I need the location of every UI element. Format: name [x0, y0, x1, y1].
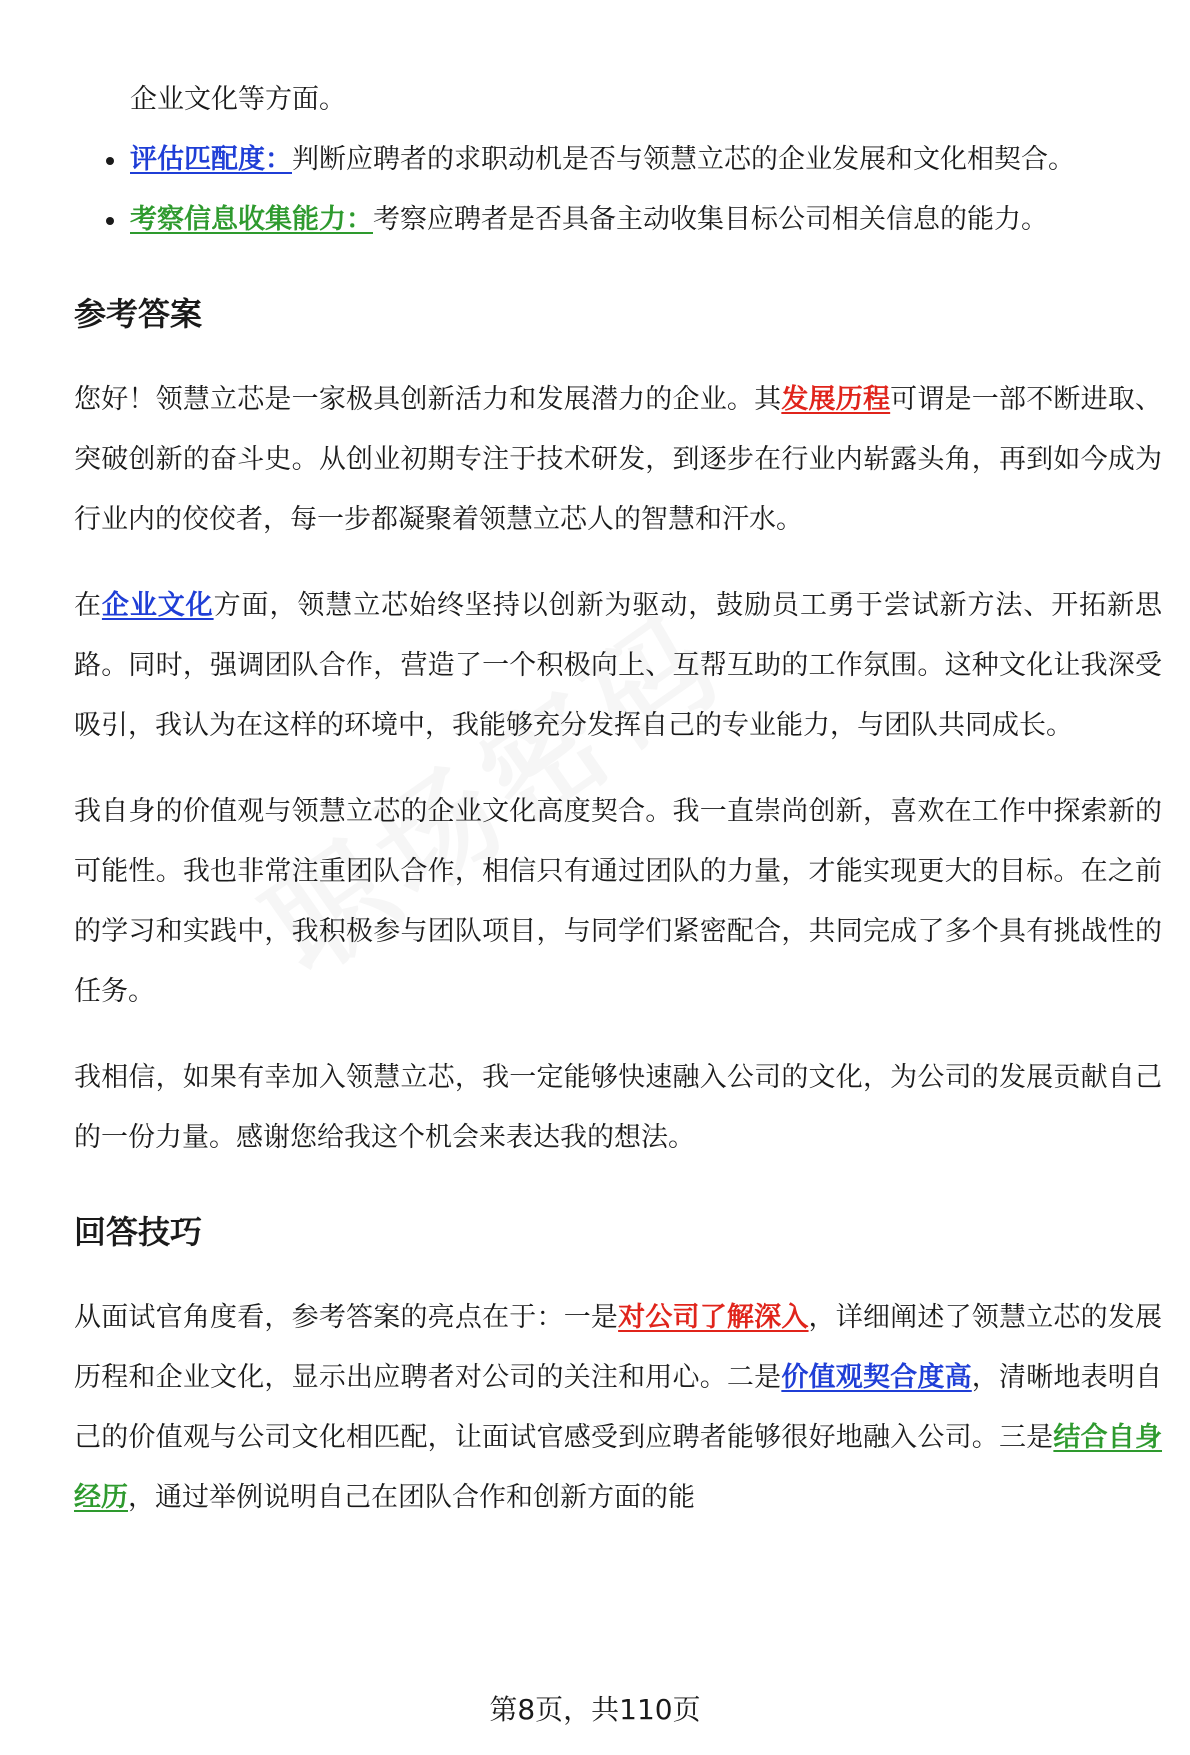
- list-item: [74, 190, 1162, 250]
- paragraph-text: 在: [74, 590, 102, 621]
- paragraph-text: 可谓是一部不断进取、突破创新的奋斗史。从创业初期专注于技术研发，到逐步在行业内崭露头角，再到如今成为行业内的佼佼者，每一步都凝聚着领慧立芯人的智慧和汗水。: [74, 384, 1163, 535]
- keyword-own-experience: 结合自身经历: [74, 1422, 1163, 1513]
- list-item-text: 考察应聘者是否具备主动收集目标公司相关信息的能力。: [373, 204, 1048, 235]
- paragraph-text: ，详细阐述了领慧立芯的发展历程和企业文化，显示出应聘者对公司的关注和用心。二是: [74, 1302, 1163, 1393]
- criteria-list: [74, 130, 1162, 250]
- list-item-text: 判断应聘者的求职动机是否与领慧立芯的企业发展和文化相契合。: [292, 144, 1075, 175]
- answer-paragraph-4: 我相信，如果有幸加入领慧立芯，我一定能够快速融入公司的文化，为公司的发展贡献自己的一份力量。感谢您给我这个机会来表达我的想法。: [74, 1062, 1162, 1153]
- paragraph-text: 方面，领慧立芯始终坚持以创新为驱动，鼓励员工勇于尝试新方法、开拓新思路。同时，强调团队合作，营造了一个积极向上、互帮互助的工作氛围。这种文化让我深受吸引，我认为在这样的环境中，我能够充分发挥自己的专业能力，与团队共同成长。: [74, 590, 1163, 741]
- keyword-match-evaluation: 评估匹配度：: [130, 144, 292, 175]
- keyword-values-fit: 价值观契合度高: [781, 1362, 972, 1393]
- tips-paragraph-1: [74, 1288, 1162, 1528]
- paragraph-text: 从面试官角度看，参考答案的亮点在于：一是: [74, 1302, 619, 1333]
- answer-paragraph-3: 我自身的价值观与领慧立芯的企业文化高度契合。我一直崇尚创新，喜欢在工作中探索新的可能性。我也非常注重团队合作，相信只有通过团队的力量，才能实现更大的目标。在之前的学习和实践中，我积极参与团队项目，与同学们紧密配合，共同完成了多个具有挑战性的任务。: [74, 796, 1162, 1007]
- list-continuation: 企业文化等方面。: [130, 84, 346, 115]
- answer-paragraph-1: [74, 370, 1162, 550]
- tips-heading: 回答技巧: [74, 1213, 203, 1251]
- keyword-company-understanding: 对公司了解深入: [618, 1302, 809, 1333]
- paragraph-text: ，通过举例说明自己在团队合作和创新方面的能: [128, 1482, 695, 1513]
- page-content: [74, 70, 1162, 1554]
- paragraph-text: 您好！领慧立芯是一家极具创新活力和发展潜力的企业。其: [74, 384, 782, 415]
- keyword-info-gathering: 考察信息收集能力：: [130, 204, 373, 235]
- answer-paragraph-2: [74, 576, 1162, 756]
- keyword-corporate-culture: 企业文化: [101, 590, 214, 621]
- paragraph-text: ，清晰地表明自己的价值观与公司文化相匹配，让面试官感受到应聘者能够很好地融入公司。三是: [74, 1362, 1163, 1453]
- list-item: [74, 130, 1162, 190]
- answer-heading: 参考答案: [74, 295, 203, 333]
- page-number: 第8页，共110页: [489, 1693, 701, 1726]
- keyword-development-history: 发展历程: [781, 384, 891, 415]
